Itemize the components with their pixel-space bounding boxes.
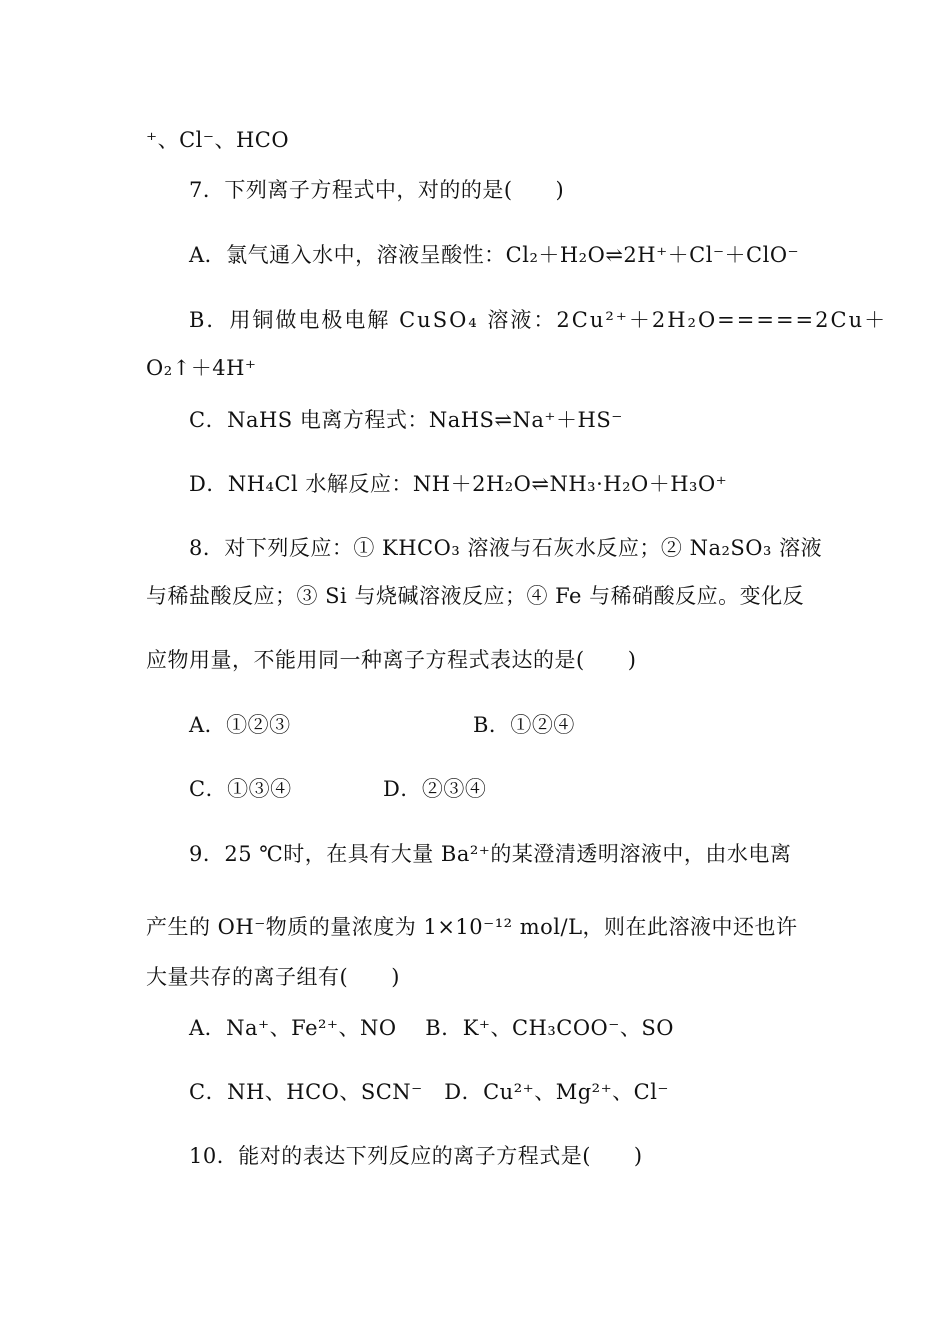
q7-option-b: B．用铜做电极电解 CuSO₄ 溶液：2Cu²⁺＋2H₂O=====2Cu＋ bbox=[189, 308, 888, 332]
q7-option-b-cont: O₂↑＋4H⁺ bbox=[146, 356, 257, 380]
q7-option-c: C．NaHS 电离方程式：NaHS⇌Na⁺＋HS⁻ bbox=[189, 408, 623, 432]
text-line: ⁺、Cl⁻、HCO bbox=[146, 128, 290, 152]
question-9-cont: 产生的 OH⁻物质的量浓度为 1×10⁻¹² mol/L，则在此溶液中还也许 bbox=[146, 915, 798, 939]
q9-options-ab: A．Na⁺、Fe²⁺、NO B．K⁺、CH₃COO⁻、SO bbox=[189, 1016, 674, 1040]
q9-options-cd: C．NH、HCO、SCN⁻ D．Cu²⁺、Mg²⁺、Cl⁻ bbox=[189, 1080, 670, 1104]
question-10: 10．能对的表达下列反应的离子方程式是( ) bbox=[189, 1144, 643, 1168]
q7-option-a: A．氯气通入水中，溶液呈酸性：Cl₂＋H₂O⇌2H⁺＋Cl⁻＋ClO⁻ bbox=[189, 243, 800, 267]
question-9-cont2: 大量共存的离子组有( ) bbox=[146, 965, 400, 989]
q7-option-d: D．NH₄Cl 水解反应：NH＋2H₂O⇌NH₃·H₂O＋H₃O⁺ bbox=[189, 472, 728, 496]
question-7: 7．下列离子方程式中，对的的是( ) bbox=[189, 178, 565, 202]
q8-option-b: B．①②④ bbox=[473, 713, 575, 737]
q8-option-a: A．①②③ bbox=[189, 713, 291, 737]
question-8: 8．对下列反应：① KHCO₃ 溶液与石灰水反应；② Na₂SO₃ 溶液 bbox=[189, 536, 823, 560]
question-8-cont2: 应物用量，不能用同一种离子方程式表达的是( ) bbox=[146, 648, 637, 672]
q8-option-c: C．①③④ bbox=[189, 777, 292, 801]
question-9: 9．25 ℃时，在具有大量 Ba²⁺的某澄清透明溶液中，由水电离 bbox=[189, 842, 792, 866]
question-8-cont: 与稀盐酸反应；③ Si 与烧碱溶液反应；④ Fe 与稀硝酸反应。变化反 bbox=[146, 584, 805, 608]
q8-option-d: D．②③④ bbox=[383, 777, 487, 801]
